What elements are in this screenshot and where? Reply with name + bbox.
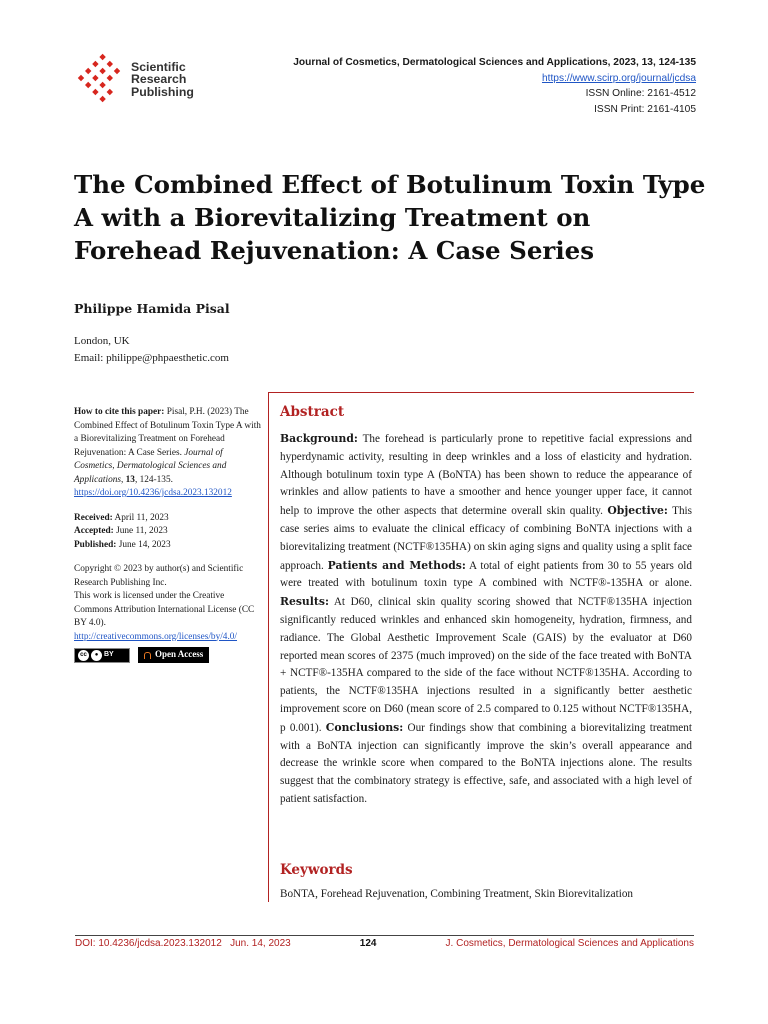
- keywords-text: BoNTA, Forehead Rejuvenation, Combining Treatment, Skin Biorevitalization: [280, 888, 634, 900]
- conclusions-label: Conclusions:: [325, 720, 404, 734]
- cite-label: How to cite this paper:: [74, 407, 165, 417]
- footer-date: Jun. 14, 2023: [230, 938, 291, 949]
- issn-online: ISSN Online: 2161-4512: [585, 88, 696, 99]
- affiliation: [74, 333, 229, 366]
- cc-badge-label: BY: [104, 651, 114, 659]
- background-text: The forehead is particularly prone to repetitive facial expressions and hyperdynamic activity, resulting in deep wrinkles and a loss of elasticity and hydration. Although botulinum toxin type A (BoNTA) has been shown to reduce the appearance of wrinkles and allow patients to have a smoother and hence younger upper face, it cannot help to improve the other aspects that determine overall skin quality.: [280, 433, 692, 518]
- conclusions-text: Our findings show that combining a biorevitalizing treatment with a BoNTA injection can significantly improve the skin’s overall appearance and decrease the wrinkle score when compared to the BoNTA injections alone. The results suggest that the combinatory strategy is effective, safe, and associated with a high level of patient satisfaction.: [280, 721, 692, 805]
- abstract-body: [280, 430, 692, 809]
- logo-line-1: Scientific: [131, 60, 186, 74]
- cite-sep: ,: [121, 474, 126, 485]
- citation-sidebar: [74, 406, 264, 663]
- journal-url-link[interactable]: https://www.scirp.org/journal/jcdsa: [541, 72, 696, 84]
- journal-line: Journal of Cosmetics, Dermatological Sciences and Applications, 2023, 13, 124-135: [293, 57, 696, 68]
- published-date: June 14, 2023: [116, 539, 171, 550]
- by-person-icon: ●: [91, 650, 102, 661]
- cite-block: [74, 406, 264, 501]
- logo-diamond: [85, 82, 91, 88]
- cite-journal: Journal of Cosmetics, Dermatological Sciences and Applications: [74, 447, 227, 485]
- license-block: [74, 563, 264, 663]
- copyright-text: Copyright © 2023 by author(s) and Scientific Research Publishing Inc.: [74, 564, 244, 588]
- author-name: Philippe Hamida Pisal: [74, 301, 230, 316]
- logo-line-2: Research: [131, 72, 187, 87]
- logo-diamond: [85, 68, 91, 74]
- received-label: Received:: [74, 512, 113, 523]
- received-date: April 11, 2023: [112, 512, 169, 523]
- publisher-logo: [75, 52, 205, 104]
- abstract-top-rule: [268, 392, 694, 393]
- cite-text: Pisal, P.H. (2023) The Combined Effect of Botulinum Toxin Type A with a Biorevitalizing Treatment on Forehead Rejuvenation: A Case Series.: [74, 407, 261, 458]
- logo-diamond: [99, 54, 105, 60]
- journal-meta: [293, 55, 696, 117]
- abstract-side-rule: [268, 392, 269, 902]
- logo-diamond: [107, 75, 113, 81]
- cc-icon: cc: [78, 650, 89, 661]
- license-link[interactable]: http://creativecommons.org/licenses/by/4.0/: [74, 631, 238, 642]
- logo-diamond: [92, 61, 98, 67]
- page-footer: [75, 938, 694, 949]
- license-text: This work is licensed under the Creative Commons Attribution International License (CC BY 4.0).: [74, 591, 255, 628]
- methods-text: A total of eight patients from 30 to 55 years old were treated with botulinum toxin type A combined with NCTF®-135HA or alone.: [280, 559, 692, 590]
- affiliation-email: Email: philippe@phpaesthetic.com: [74, 351, 229, 364]
- issn-print: ISSN Print: 2161-4105: [594, 103, 696, 115]
- footer-rule: [75, 935, 694, 936]
- logo-line-3: Publishing: [131, 84, 194, 99]
- affiliation-location: London, UK: [74, 335, 130, 347]
- logo-diamond: [114, 68, 120, 74]
- logo-diamond: [107, 89, 113, 95]
- abstract-heading: Abstract: [280, 404, 345, 420]
- cc-by-badge[interactable]: [74, 648, 130, 663]
- logo-diamond: [92, 75, 98, 81]
- accepted-date: June 11, 2023: [113, 526, 168, 536]
- page-number: 124: [359, 938, 377, 949]
- logo-diamond: [107, 61, 113, 67]
- results-label: Results:: [280, 595, 329, 609]
- cite-doi-link[interactable]: https://doi.org/10.4236/jcdsa.2023.132012: [74, 488, 232, 498]
- cite-volume: 13: [125, 474, 135, 485]
- logo-diamond-icon: [75, 52, 131, 104]
- open-access-badge: [138, 647, 209, 663]
- accepted-label: Accepted:: [74, 526, 114, 536]
- logo-diamond: [99, 82, 105, 88]
- background-label: Background:: [280, 432, 358, 445]
- objective-label: Objective:: [607, 504, 668, 518]
- open-access-label: Open Access: [155, 649, 204, 660]
- objective-text: This case series aims to evaluate the clinical efficacy of combining BoNTA injections with a biorevitalizing treatment (NCTF®135HA) on skin aging signs and quality using a split face approach.: [280, 505, 693, 572]
- footer-doi: DOI: 10.4236/jcdsa.2023.132012: [75, 938, 222, 949]
- methods-label: Patients and Methods:: [327, 558, 466, 572]
- logo-diamond: [99, 96, 105, 102]
- results-text: At D60, clinical skin quality scoring showed that NCTF®135HA injection significantly reduced wrinkles and enhanced skin homogeneity, hydration, firmness, and radiance. The Global Aesthetic Improvement Scale (GAIS) by the evaluator at D60 reported mean scores of 2375 (much improved) on the side of the face treated with BoNTA + NCTF®-135HA compared to the side of the face without NCTF®135HA. According to patients, the NCTF®135HA injections resulted in a significantly better aesthetic improvement score on D60 (mean score of 2.5 compared to 0.125 without NCTF®135HA, p 0.001).: [280, 596, 692, 734]
- logo-diamond: [99, 68, 105, 74]
- open-lock-icon: [144, 652, 151, 659]
- footer-journal: J. Cosmetics, Dermatological Sciences and Applications: [445, 938, 694, 949]
- dates-block: [74, 512, 264, 553]
- keywords-heading: Keywords: [280, 862, 353, 878]
- published-label: Published:: [74, 539, 117, 550]
- paper-title: The Combined Effect of Botulinum Toxin Type A with a Biorevitalizing Treatment on Forehead Rejuvenation: A Case Series: [74, 170, 706, 265]
- logo-diamond: [78, 75, 84, 81]
- cite-pages: , 124-135.: [134, 474, 173, 485]
- logo-diamond: [92, 89, 98, 95]
